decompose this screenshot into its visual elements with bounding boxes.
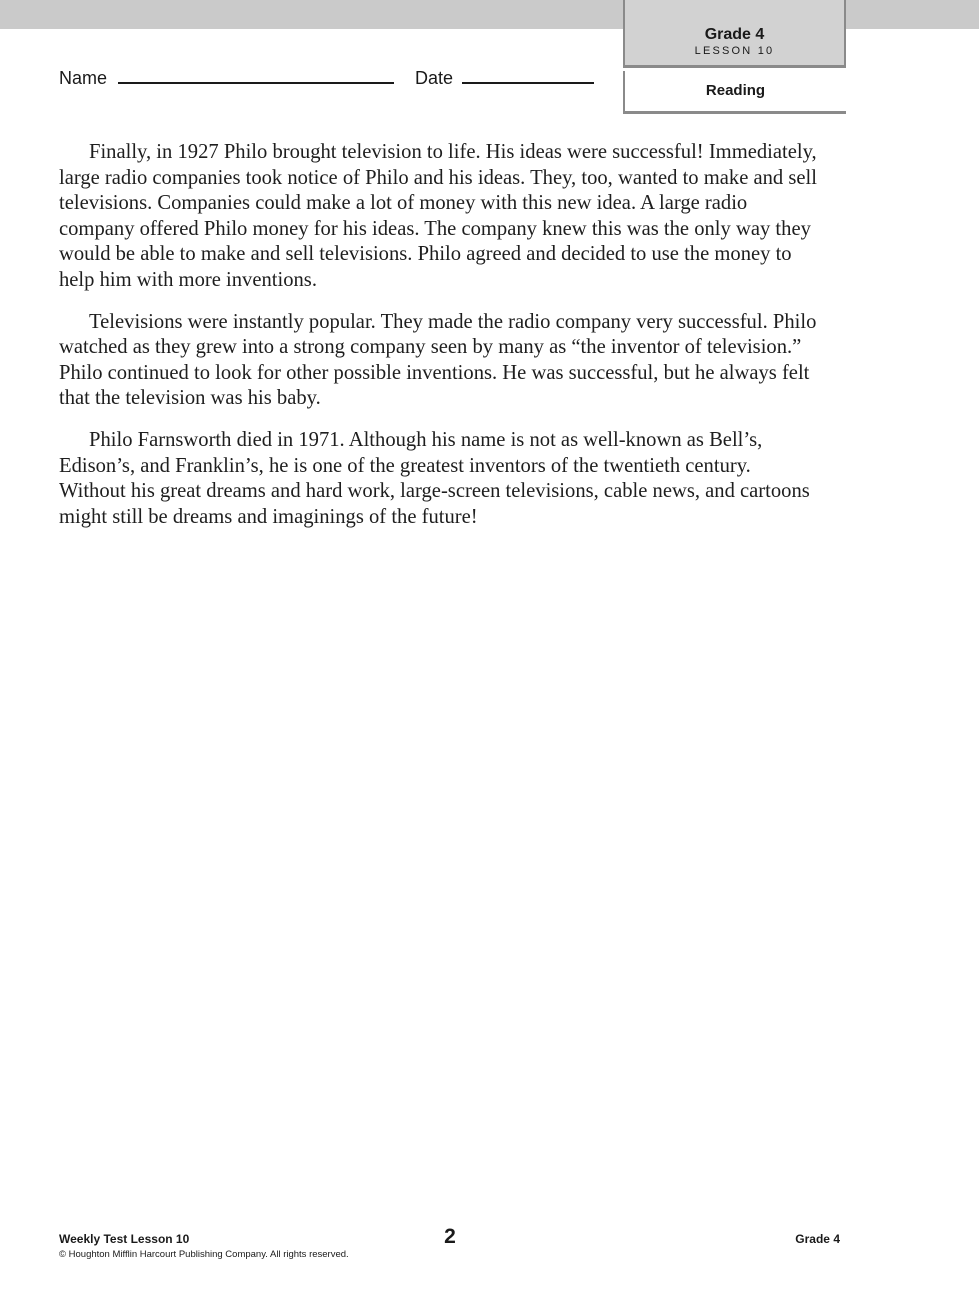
subject-box <box>623 71 846 114</box>
page-number: 2 <box>444 1225 456 1248</box>
passage-paragraph: Televisions were instantly popular. They made the radio company very successful. Philo watched as they grew into a strong company seen by many as “the inventor of television.” Philo continued to look for other possible inventions. He was successful, but he always felt that the television was his baby. <box>59 310 817 410</box>
name-field[interactable] <box>118 82 394 84</box>
footer-test-title: Weekly Test Lesson 10 <box>59 1232 190 1246</box>
subject-label: Reading <box>705 82 766 99</box>
footer-grade: Grade 4 <box>795 1232 840 1246</box>
grade-tab <box>623 0 846 68</box>
lesson-label: LESSON 10 <box>694 45 775 57</box>
passage-paragraph: Philo Farnsworth died in 1971. Although his name is not as well-known as Bell’s, Edison’s, and Franklin’s, he is one of the greatest inventors of the twentieth century. Without his great dreams and hard work, large-screen televisions, cable news, and cartoons might still be dreams and imaginings of the future! <box>59 428 810 528</box>
date-label: Date <box>415 68 454 88</box>
footer-copyright: © Houghton Mifflin Harcourt Publishing Company. All rights reserved. <box>59 1249 349 1260</box>
name-label: Name <box>59 68 108 88</box>
date-field[interactable] <box>462 82 594 84</box>
grade-title: Grade 4 <box>704 26 765 43</box>
passage-paragraph: Finally, in 1927 Philo brought television to life. His ideas were successful! Immediately, large radio companies took notice of Philo and his ideas. They, too, wanted to make and sell televisions. Companies could make a lot of money with this new idea. A large radio company offered Philo money for his ideas. The company knew this was the only way they would be able to make and sell televisions. Philo agreed and decided to use the money to help him with more inventions. <box>59 141 817 291</box>
reading-passage <box>59 140 819 546</box>
